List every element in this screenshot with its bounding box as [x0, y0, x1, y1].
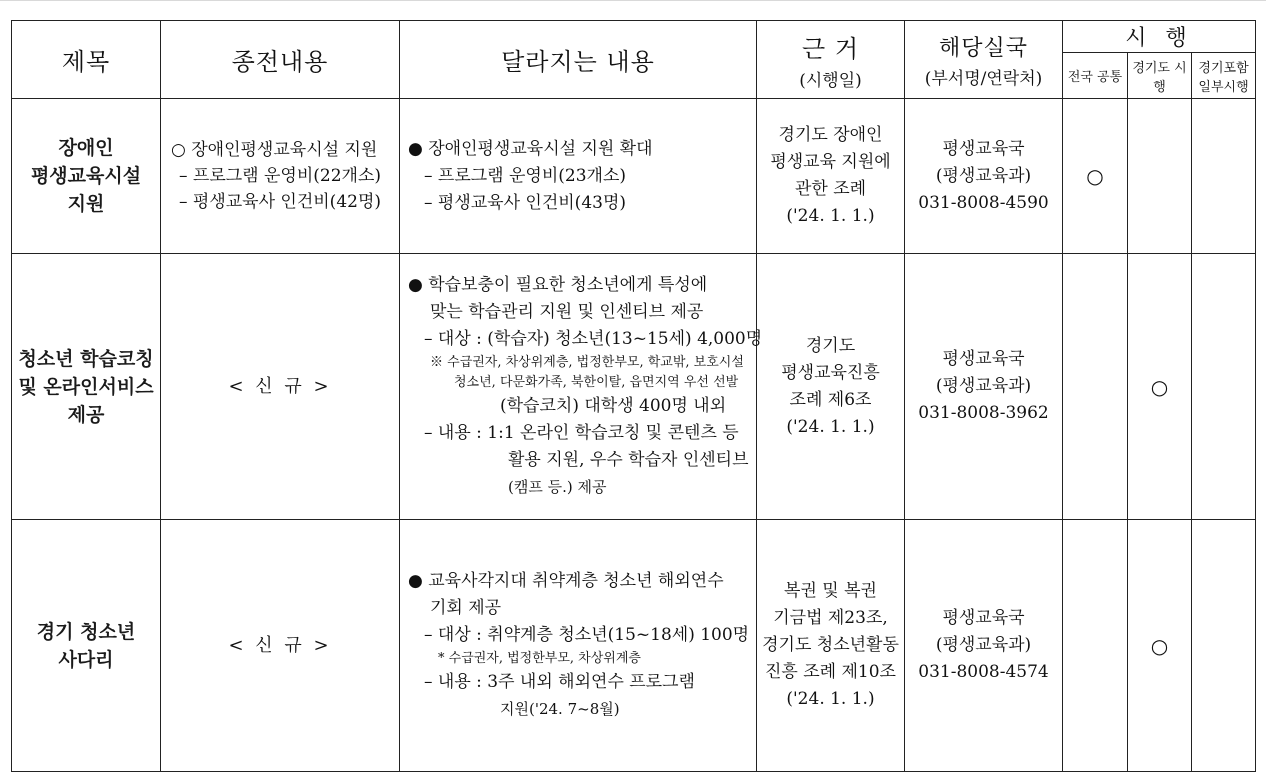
- page-top-edge: [0, 0, 1266, 20]
- header-impl-gyeonggi: 경기도 시행: [1128, 53, 1192, 99]
- policy-change-table: [11, 20, 1256, 772]
- row-dept-line: 평생교육국: [942, 138, 1025, 159]
- row-previous-line: < 신 규 >: [228, 634, 332, 656]
- row-change-line: – 내용 : 3주 내외 해외연수 프로그램: [424, 672, 695, 692]
- row-basis: [757, 254, 905, 520]
- header-changes: 달라지는 내용: [400, 21, 757, 99]
- row-basis: [757, 99, 905, 254]
- row-dept-line: 031-8008-4574: [918, 662, 1049, 682]
- table-row: [12, 520, 1256, 772]
- row-change-line: 맞는 학습관리 지원 및 인센티브 제공: [430, 302, 704, 322]
- mark-national: [1063, 520, 1128, 772]
- row-change-line: 활용 지원, 우수 학습자 인센티브: [508, 450, 749, 470]
- row-change-line: ● 학습보충이 필요한 청소년에게 특성에: [408, 275, 708, 295]
- row-title-line: 사다리: [58, 648, 114, 671]
- header-dept: 해당실국 (부서명/연락처): [905, 21, 1063, 99]
- row-dept-line: 평생교육국: [942, 349, 1025, 369]
- row-change-line: – 대상 : 취약계층 청소년(15~18세) 100명: [424, 625, 750, 645]
- row-basis-line: 경기도 장애인: [778, 125, 883, 145]
- row-basis: [757, 520, 905, 772]
- row-dept-line: 031-8008-3962: [918, 403, 1049, 423]
- row-title-line: 장애인: [58, 137, 114, 159]
- mark-gyeonggi: ○: [1128, 520, 1192, 772]
- row-basis-line: 경기도 청소년활동: [762, 635, 899, 655]
- row-basis-line: 관한 조례: [794, 179, 867, 199]
- row-previous: [161, 254, 400, 520]
- row-change-line: – 대상 : (학습자) 청소년(13~15세) 4,000명: [424, 329, 763, 349]
- row-dept: [905, 520, 1063, 772]
- row-title-line: 청소년 학습코칭: [18, 347, 154, 370]
- row-change-line: (학습코치) 대학생 400명 내외: [500, 396, 727, 416]
- mark-gyeonggi: ○: [1128, 254, 1192, 520]
- row-dept: [905, 254, 1063, 520]
- table-body: [12, 99, 1256, 772]
- row-change-line: (캠프 등.) 제공: [508, 478, 607, 496]
- mark-partial: [1192, 520, 1256, 772]
- row-previous-line: – 프로그램 운영비(22개소): [179, 166, 382, 186]
- row-previous-line: ○ 장애인평생교육시설 지원: [171, 140, 378, 160]
- row-basis-line: 복권 및 복권: [784, 581, 877, 601]
- mark-gyeonggi: [1128, 99, 1192, 254]
- row-basis-line: 평생교육진흥: [781, 362, 880, 383]
- row-dept: [905, 99, 1063, 254]
- row-basis-line: 조례 제6조: [789, 389, 872, 410]
- mark-national: ○: [1063, 99, 1128, 254]
- table-row: [12, 99, 1256, 254]
- header-basis: 근 거 (시행일): [757, 21, 905, 99]
- row-change-line: 기회 제공: [430, 598, 502, 618]
- row-changes: [400, 99, 757, 254]
- row-title-line: 지원: [67, 193, 105, 215]
- row-previous-line: < 신 규 >: [228, 375, 332, 397]
- row-change-line: – 프로그램 운영비(23개소): [424, 165, 627, 186]
- row-basis-line: 진흥 조례 제10조: [765, 662, 896, 682]
- row-changes: [400, 254, 763, 520]
- mark-partial: [1192, 99, 1256, 254]
- row-change-line: 지원('24. 7~8월): [500, 700, 620, 718]
- row-basis-line: ('24. 1. 1.): [786, 689, 875, 709]
- row-previous-line: – 평생교육사 인건비(42명): [179, 192, 382, 212]
- row-title-line: 경기 청소년: [36, 620, 136, 643]
- row-title-line: 평생교육시설: [30, 165, 142, 187]
- row-basis-line: ('24. 1. 1.): [786, 416, 875, 437]
- table-row: [12, 254, 1256, 520]
- mark-national: [1063, 254, 1128, 520]
- header-impl-national: 전국 공통: [1063, 53, 1128, 99]
- row-change-line: ● 교육사각지대 취약계층 청소년 해외연수: [408, 571, 724, 591]
- header-title: 제목: [12, 21, 161, 99]
- row-dept-line: 031-8008-4590: [918, 192, 1049, 213]
- row-basis-line: ('24. 1. 1.): [786, 206, 875, 226]
- row-dept-line: 평생교육국: [942, 608, 1025, 628]
- row-change-line: * 수급권자, 법정한부모, 차상위계층: [438, 651, 641, 666]
- header-impl: 시 행: [1063, 21, 1256, 53]
- row-change-line: ● 장애인평생교육시설 지원 확대: [408, 138, 653, 159]
- row-changes: [400, 520, 757, 772]
- row-basis-line: 기금법 제23조,: [773, 608, 888, 628]
- row-dept-line: (평생교육과): [935, 376, 1032, 396]
- row-change-line: 청소년, 다문화가족, 북한이탈, 읍면지역 우선 선발: [454, 375, 739, 390]
- row-previous: [161, 520, 400, 772]
- row-dept-line: (평생교육과): [935, 635, 1032, 655]
- row-basis-line: 경기도: [805, 335, 856, 356]
- row-title: [12, 520, 161, 772]
- row-title-line: 및 온라인서비스: [18, 375, 154, 398]
- row-dept-line: (평생교육과): [935, 165, 1032, 186]
- row-change-line: – 내용 : 1:1 온라인 학습코칭 및 콘텐츠 등: [424, 423, 739, 443]
- mark-partial: [1192, 254, 1256, 520]
- header-impl-partial: 경기포함 일부시행: [1192, 53, 1256, 99]
- row-basis-line: 평생교육 지원에: [770, 152, 891, 172]
- row-title-line: 제공: [67, 403, 105, 426]
- row-change-line: – 평생교육사 인건비(43명): [424, 192, 627, 213]
- header-previous: 종전내용: [161, 21, 400, 99]
- row-change-line: ※ 수급권자, 차상위계층, 법정한부모, 학교밖, 보호시설: [430, 355, 744, 370]
- row-title: [12, 254, 161, 520]
- row-previous: [161, 99, 400, 254]
- row-title: [12, 99, 161, 254]
